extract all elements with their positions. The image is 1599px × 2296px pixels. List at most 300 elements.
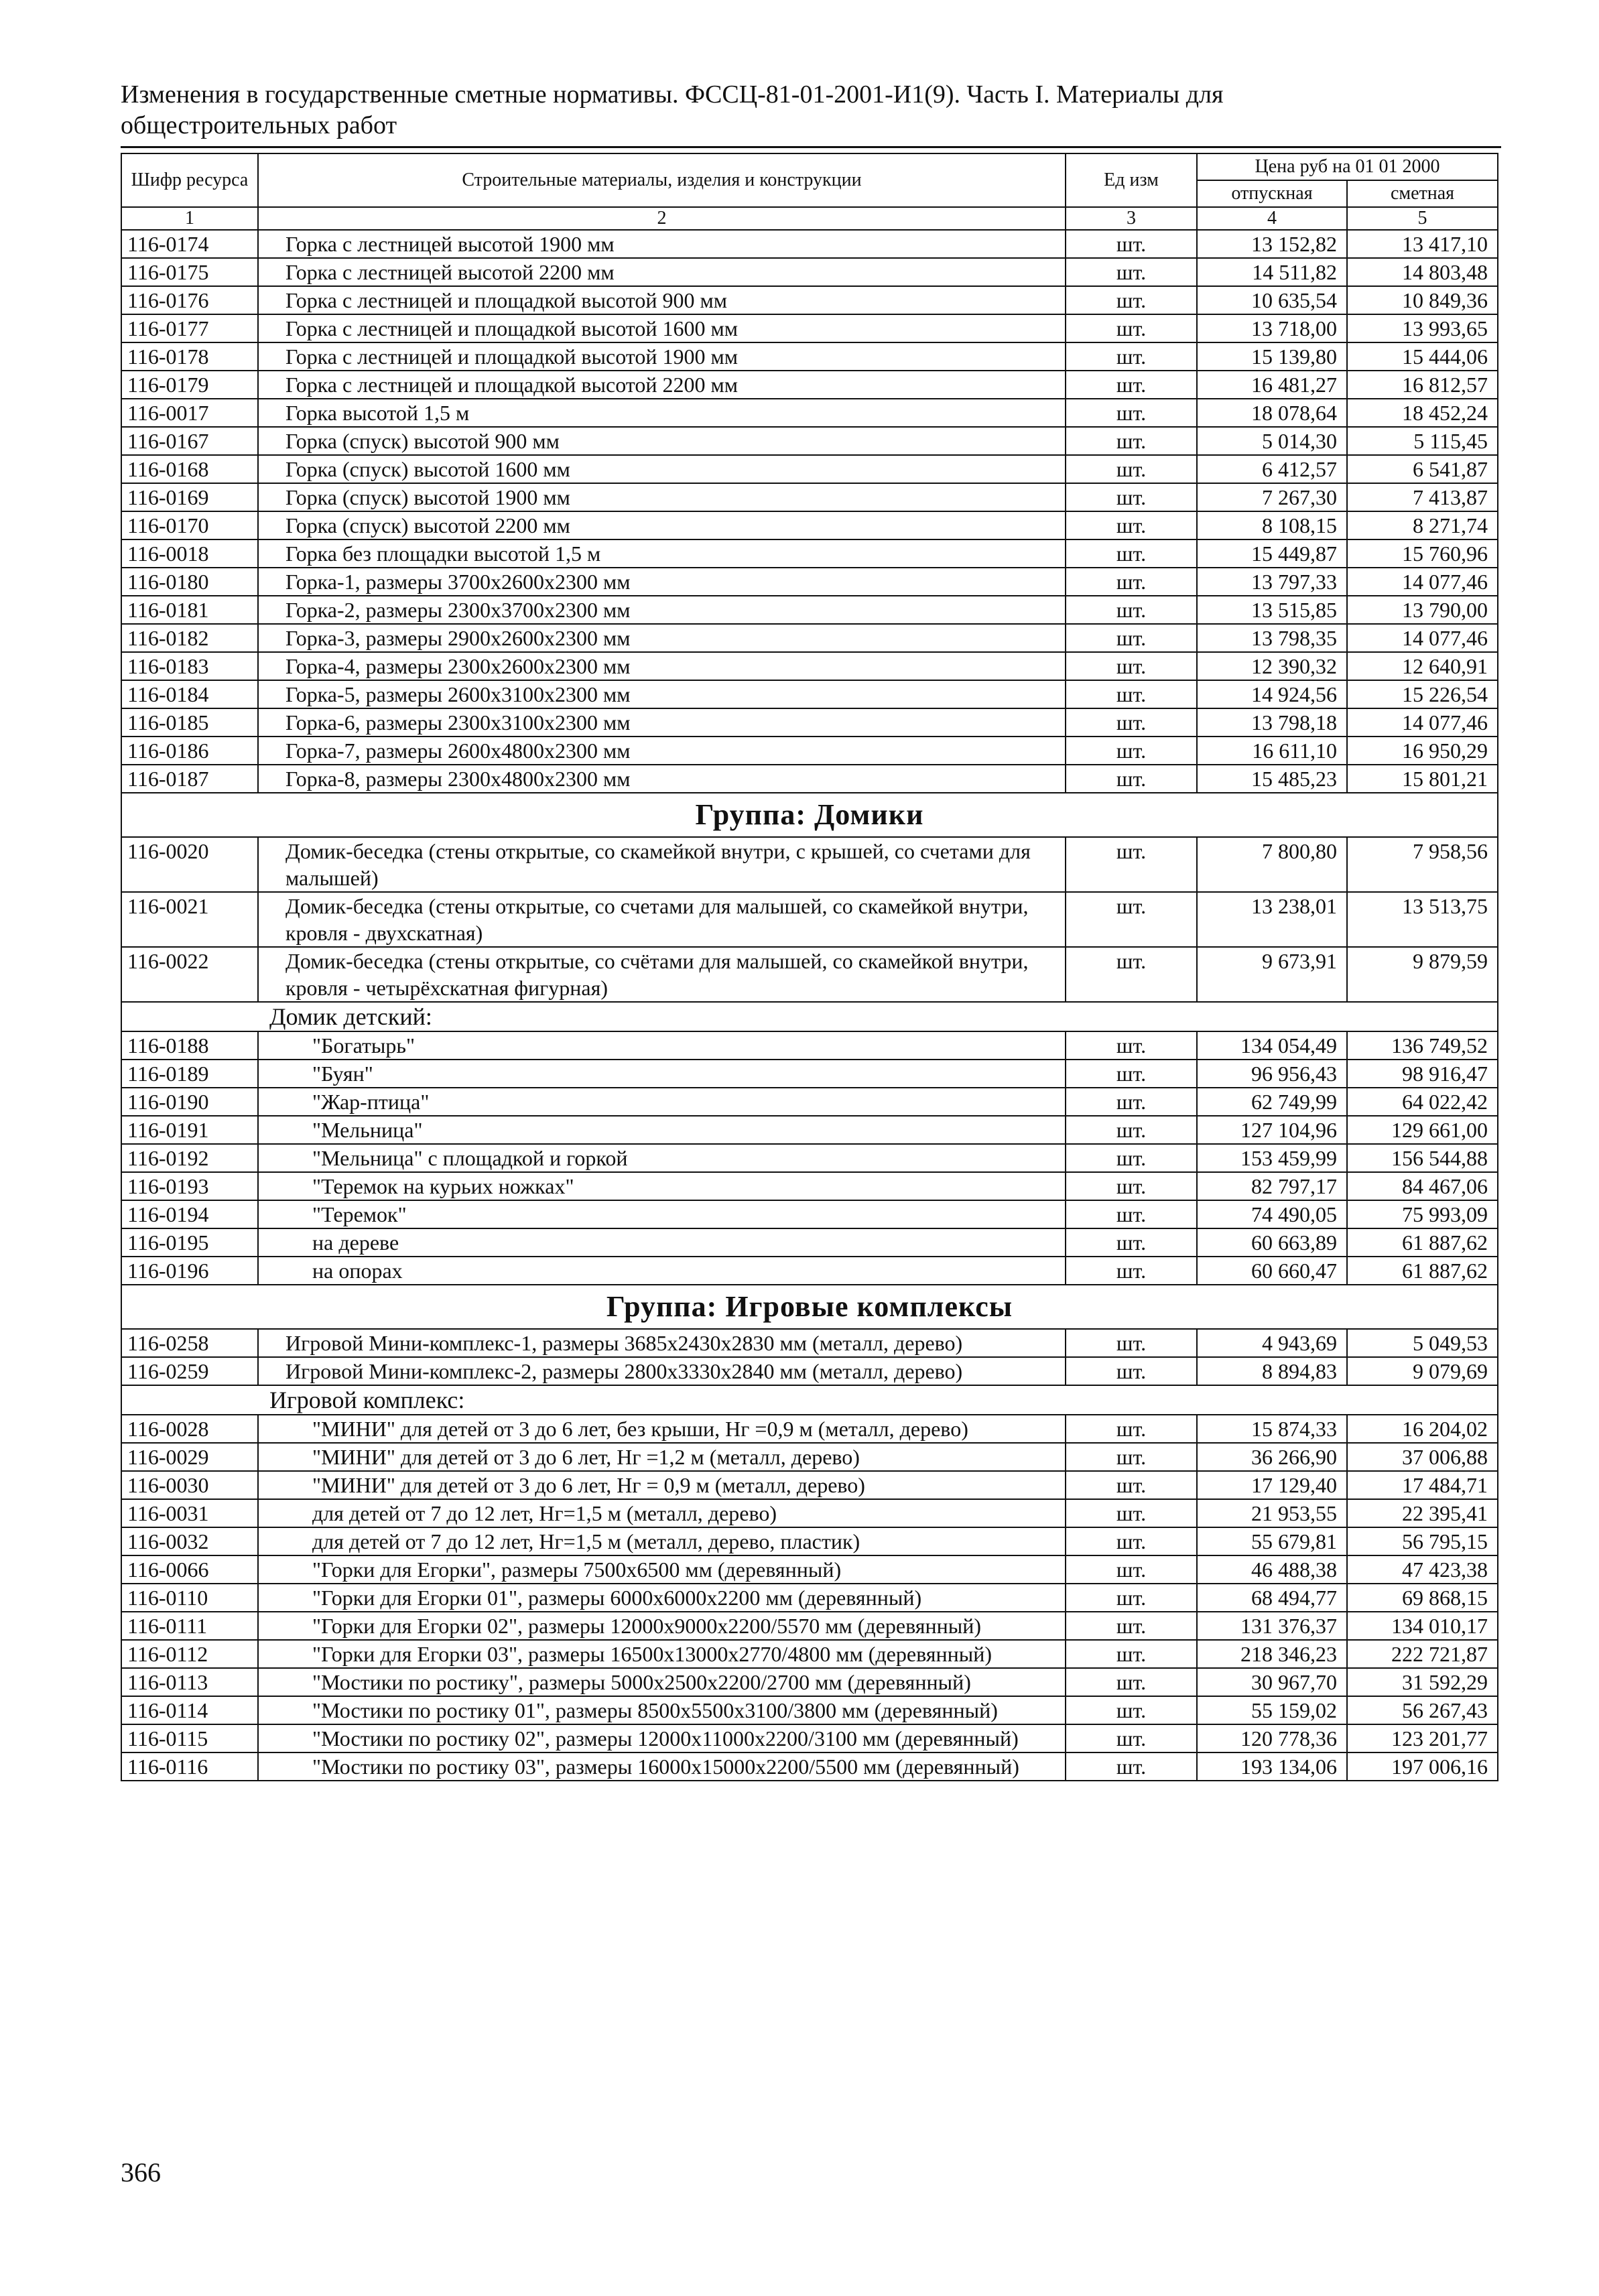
release-price-cell: 8 108,15 xyxy=(1197,511,1347,539)
unit-cell: шт. xyxy=(1066,427,1197,455)
resource-code-cell: 116-0170 xyxy=(121,511,258,539)
unit-cell: шт. xyxy=(1066,1060,1197,1088)
estimate-price-cell: 15 444,06 xyxy=(1347,342,1498,371)
material-name-cell: Горка-1, размеры 3700х2600х2300 мм xyxy=(258,568,1066,596)
release-price-cell: 82 797,17 xyxy=(1197,1172,1347,1200)
table-row xyxy=(121,1584,1498,1612)
material-name-cell: Горка (спуск) высотой 1600 мм xyxy=(258,455,1066,483)
table-section-kids-houses xyxy=(121,1031,1498,1285)
resource-code-cell: 116-0186 xyxy=(121,737,258,765)
table-row xyxy=(121,1555,1498,1584)
estimate-price-cell: 14 803,48 xyxy=(1347,258,1498,286)
table-row xyxy=(121,427,1498,455)
estimate-price-cell: 222 721,87 xyxy=(1347,1640,1498,1668)
estimate-price-cell: 5 115,45 xyxy=(1347,427,1498,455)
unit-cell: шт. xyxy=(1066,1116,1197,1144)
material-name-cell: Горка с лестницей и площадкой высотой 2200 мм xyxy=(258,371,1066,399)
table-row xyxy=(121,596,1498,624)
unit-cell: шт. xyxy=(1066,1584,1197,1612)
estimate-price-cell: 7 958,56 xyxy=(1347,837,1498,892)
resource-code-cell: 116-0176 xyxy=(121,286,258,314)
table-row xyxy=(121,342,1498,371)
table-row xyxy=(121,652,1498,680)
release-price-cell: 13 718,00 xyxy=(1197,314,1347,342)
material-name-cell: "Мостики по ростику 02", размеры 12000х11000х2200/3100 мм (деревянный) xyxy=(258,1724,1066,1752)
release-price-cell: 131 376,37 xyxy=(1197,1612,1347,1640)
resource-code-cell: 116-0189 xyxy=(121,1060,258,1088)
table-row xyxy=(121,455,1498,483)
col-number: 4 xyxy=(1197,207,1347,230)
resource-code-cell: 116-0194 xyxy=(121,1200,258,1228)
unit-cell: шт. xyxy=(1066,947,1197,1002)
unit-cell: шт. xyxy=(1066,1471,1197,1499)
table-row xyxy=(121,1257,1498,1285)
release-price-cell: 14 924,56 xyxy=(1197,680,1347,708)
col-header-estimate-price: сметная xyxy=(1347,180,1498,207)
table-row xyxy=(121,1499,1498,1527)
page-header xyxy=(121,79,1501,141)
estimate-price-cell: 123 201,77 xyxy=(1347,1724,1498,1752)
col-header-unit: Ед изм xyxy=(1066,153,1197,207)
unit-cell: шт. xyxy=(1066,539,1197,568)
material-name-cell: Горка с лестницей высотой 2200 мм xyxy=(258,258,1066,286)
header-rule xyxy=(121,146,1501,148)
subheading-game-complex: Игровой комплекс: xyxy=(121,1385,1498,1415)
resource-code-cell: 116-0021 xyxy=(121,892,258,947)
table-row xyxy=(121,892,1498,947)
col-header-release-price: отпускная xyxy=(1197,180,1347,207)
release-price-cell: 14 511,82 xyxy=(1197,258,1347,286)
table-row xyxy=(121,1612,1498,1640)
estimate-price-cell: 136 749,52 xyxy=(1347,1031,1498,1060)
material-name-cell: "Горки для Егорки", размеры 7500х6500 мм (деревянный) xyxy=(258,1555,1066,1584)
release-price-cell: 120 778,36 xyxy=(1197,1724,1347,1752)
release-price-cell: 74 490,05 xyxy=(1197,1200,1347,1228)
table-row xyxy=(121,314,1498,342)
table-row xyxy=(121,837,1498,892)
table-row xyxy=(121,371,1498,399)
unit-cell: шт. xyxy=(1066,1088,1197,1116)
resource-code-cell: 116-0168 xyxy=(121,455,258,483)
material-name-cell: для детей от 7 до 12 лет, Нг=1,5 м (металл, дерево, пластик) xyxy=(258,1527,1066,1555)
unit-cell: шт. xyxy=(1066,511,1197,539)
unit-cell: шт. xyxy=(1066,258,1197,286)
estimate-price-cell: 69 868,15 xyxy=(1347,1584,1498,1612)
table-section-mini-complexes xyxy=(121,1329,1498,1385)
unit-cell: шт. xyxy=(1066,455,1197,483)
table-row xyxy=(121,1415,1498,1443)
resource-code-cell: 116-0174 xyxy=(121,230,258,258)
resource-code-cell: 116-0188 xyxy=(121,1031,258,1060)
material-name-cell: "Горки для Егорки 02", размеры 12000х9000х2200/5570 мм (деревянный) xyxy=(258,1612,1066,1640)
table-row xyxy=(121,1329,1498,1357)
table-row xyxy=(121,1527,1498,1555)
release-price-cell: 17 129,40 xyxy=(1197,1471,1347,1499)
estimate-price-cell: 5 049,53 xyxy=(1347,1329,1498,1357)
subheading-kids-house: Домик детский: xyxy=(121,1002,1498,1031)
unit-cell: шт. xyxy=(1066,1200,1197,1228)
estimate-price-cell: 15 801,21 xyxy=(1347,765,1498,793)
table-row xyxy=(121,258,1498,286)
table-row xyxy=(121,483,1498,511)
release-price-cell: 8 894,83 xyxy=(1197,1357,1347,1385)
resource-code-cell: 116-0022 xyxy=(121,947,258,1002)
col-number: 3 xyxy=(1066,207,1197,230)
estimate-price-cell: 197 006,16 xyxy=(1347,1752,1498,1781)
unit-cell: шт. xyxy=(1066,1612,1197,1640)
resource-code-cell: 116-0115 xyxy=(121,1724,258,1752)
material-name-cell: "Горки для Егорки 01", размеры 6000х6000х2200 мм (деревянный) xyxy=(258,1584,1066,1612)
estimate-price-cell: 75 993,09 xyxy=(1347,1200,1498,1228)
resource-code-cell: 116-0111 xyxy=(121,1612,258,1640)
release-price-cell: 13 152,82 xyxy=(1197,230,1347,258)
table-row xyxy=(121,286,1498,314)
release-price-cell: 13 238,01 xyxy=(1197,892,1347,947)
resource-code-cell: 116-0175 xyxy=(121,258,258,286)
table-row xyxy=(121,624,1498,652)
unit-cell: шт. xyxy=(1066,765,1197,793)
estimate-price-cell: 9 079,69 xyxy=(1347,1357,1498,1385)
unit-cell: шт. xyxy=(1066,1668,1197,1696)
material-name-cell: "Горки для Егорки 03", размеры 16500х13000х2770/4800 мм (деревянный) xyxy=(258,1640,1066,1668)
resource-code-cell: 116-0114 xyxy=(121,1696,258,1724)
resource-code-cell: 116-0112 xyxy=(121,1640,258,1668)
unit-cell: шт. xyxy=(1066,314,1197,342)
table-row xyxy=(121,680,1498,708)
material-name-cell: "Богатырь" xyxy=(258,1031,1066,1060)
resource-code-cell: 116-0185 xyxy=(121,708,258,737)
material-name-cell: Горка-3, размеры 2900х2600х2300 мм xyxy=(258,624,1066,652)
release-price-cell: 60 663,89 xyxy=(1197,1228,1347,1257)
material-name-cell: Игровой Мини-комплекс-1, размеры 3685х2430х2830 мм (металл, дерево) xyxy=(258,1329,1066,1357)
unit-cell: шт. xyxy=(1066,1329,1197,1357)
release-price-cell: 16 481,27 xyxy=(1197,371,1347,399)
resource-code-cell: 116-0178 xyxy=(121,342,258,371)
group-heading-game-complexes: Группа: Игровые комплексы xyxy=(121,1285,1498,1329)
unit-cell: шт. xyxy=(1066,371,1197,399)
estimate-price-cell: 98 916,47 xyxy=(1347,1060,1498,1088)
estimate-price-cell: 16 812,57 xyxy=(1347,371,1498,399)
unit-cell: шт. xyxy=(1066,892,1197,947)
estimate-price-cell: 16 204,02 xyxy=(1347,1415,1498,1443)
unit-cell: шт. xyxy=(1066,680,1197,708)
unit-cell: шт. xyxy=(1066,483,1197,511)
release-price-cell: 13 515,85 xyxy=(1197,596,1347,624)
resource-code-cell: 116-0195 xyxy=(121,1228,258,1257)
release-price-cell: 10 635,54 xyxy=(1197,286,1347,314)
table-row xyxy=(121,1640,1498,1668)
estimate-price-cell: 18 452,24 xyxy=(1347,399,1498,427)
table-row xyxy=(121,1172,1498,1200)
material-name-cell: "Жар-птица" xyxy=(258,1088,1066,1116)
estimate-price-cell: 56 267,43 xyxy=(1347,1696,1498,1724)
material-name-cell: Домик-беседка (стены открытые, со счетами для малышей, со скамейкой внутри, кровля - двухскатная) xyxy=(258,892,1066,947)
table-row xyxy=(121,230,1498,258)
release-price-cell: 15 139,80 xyxy=(1197,342,1347,371)
resource-code-cell: 116-0017 xyxy=(121,399,258,427)
page-number: 366 xyxy=(121,2157,161,2187)
resource-code-cell: 116-0030 xyxy=(121,1471,258,1499)
estimate-price-cell: 56 795,15 xyxy=(1347,1527,1498,1555)
material-name-cell: Горка (спуск) высотой 1900 мм xyxy=(258,483,1066,511)
estimate-price-cell: 129 661,00 xyxy=(1347,1116,1498,1144)
unit-cell: шт. xyxy=(1066,624,1197,652)
estimate-price-cell: 31 592,29 xyxy=(1347,1668,1498,1696)
estimate-price-cell: 61 887,62 xyxy=(1347,1228,1498,1257)
table-row xyxy=(121,511,1498,539)
release-price-cell: 13 797,33 xyxy=(1197,568,1347,596)
resource-code-cell: 116-0192 xyxy=(121,1144,258,1172)
col-header-name: Строительные материалы, изделия и конструкции xyxy=(258,153,1066,207)
resource-code-cell: 116-0191 xyxy=(121,1116,258,1144)
estimate-price-cell: 17 484,71 xyxy=(1347,1471,1498,1499)
material-name-cell: Горка-8, размеры 2300х4800х2300 мм xyxy=(258,765,1066,793)
release-price-cell: 15 449,87 xyxy=(1197,539,1347,568)
resource-code-cell: 116-0018 xyxy=(121,539,258,568)
unit-cell: шт. xyxy=(1066,1357,1197,1385)
material-name-cell: Горка-4, размеры 2300х2600х2300 мм xyxy=(258,652,1066,680)
resource-code-cell: 116-0110 xyxy=(121,1584,258,1612)
material-name-cell: на дереве xyxy=(258,1228,1066,1257)
estimate-price-cell: 14 077,46 xyxy=(1347,708,1498,737)
unit-cell: шт. xyxy=(1066,596,1197,624)
unit-cell: шт. xyxy=(1066,568,1197,596)
unit-cell: шт. xyxy=(1066,652,1197,680)
table-row xyxy=(121,1060,1498,1088)
release-price-cell: 15 485,23 xyxy=(1197,765,1347,793)
estimate-price-cell: 13 993,65 xyxy=(1347,314,1498,342)
resource-code-cell: 116-0066 xyxy=(121,1555,258,1584)
release-price-cell: 62 749,99 xyxy=(1197,1088,1347,1116)
material-name-cell: Горка-7, размеры 2600х4800х2300 мм xyxy=(258,737,1066,765)
release-price-cell: 55 679,81 xyxy=(1197,1527,1347,1555)
resource-code-cell: 116-0020 xyxy=(121,837,258,892)
material-name-cell: Горка-5, размеры 2600х3100х2300 мм xyxy=(258,680,1066,708)
material-name-cell: "Мостики по ростику 01", размеры 8500х5500х3100/3800 мм (деревянный) xyxy=(258,1696,1066,1724)
estimate-price-cell: 14 077,46 xyxy=(1347,624,1498,652)
estimate-price-cell: 8 271,74 xyxy=(1347,511,1498,539)
unit-cell: шт. xyxy=(1066,342,1197,371)
header-line-2: общестроительных работ xyxy=(121,111,397,139)
estimate-price-cell: 134 010,17 xyxy=(1347,1612,1498,1640)
material-name-cell: Горка без площадки высотой 1,5 м xyxy=(258,539,1066,568)
unit-cell: шт. xyxy=(1066,837,1197,892)
estimate-price-cell: 15 226,54 xyxy=(1347,680,1498,708)
release-price-cell: 4 943,69 xyxy=(1197,1329,1347,1357)
material-name-cell: "МИНИ" для детей от 3 до 6 лет, Нг =1,2 м (металл, дерево) xyxy=(258,1443,1066,1471)
unit-cell: шт. xyxy=(1066,1527,1197,1555)
estimate-price-cell: 14 077,46 xyxy=(1347,568,1498,596)
material-name-cell: Домик-беседка (стены открытые, со скамейкой внутри, с крышей, со счетами для малышей) xyxy=(258,837,1066,892)
group-heading-houses: Группа: Домики xyxy=(121,793,1498,837)
resource-code-cell: 116-0177 xyxy=(121,314,258,342)
table-row xyxy=(121,1668,1498,1696)
unit-cell: шт. xyxy=(1066,230,1197,258)
table-row xyxy=(121,1088,1498,1116)
release-price-cell: 5 014,30 xyxy=(1197,427,1347,455)
material-name-cell: "Теремок" xyxy=(258,1200,1066,1228)
resource-code-cell: 116-0196 xyxy=(121,1257,258,1285)
release-price-cell: 68 494,77 xyxy=(1197,1584,1347,1612)
unit-cell: шт. xyxy=(1066,1228,1197,1257)
estimate-price-cell: 15 760,96 xyxy=(1347,539,1498,568)
estimate-price-cell: 16 950,29 xyxy=(1347,737,1498,765)
table-row xyxy=(121,1724,1498,1752)
material-name-cell: Горка высотой 1,5 м xyxy=(258,399,1066,427)
unit-cell: шт. xyxy=(1066,399,1197,427)
resource-code-cell: 116-0029 xyxy=(121,1443,258,1471)
unit-cell: шт. xyxy=(1066,1415,1197,1443)
table-row xyxy=(121,568,1498,596)
release-price-cell: 218 346,23 xyxy=(1197,1640,1347,1668)
unit-cell: шт. xyxy=(1066,1144,1197,1172)
resource-code-cell: 116-0183 xyxy=(121,652,258,680)
material-name-cell: "Буян" xyxy=(258,1060,1066,1088)
unit-cell: шт. xyxy=(1066,1752,1197,1781)
release-price-cell: 46 488,38 xyxy=(1197,1555,1347,1584)
material-name-cell: Горка-6, размеры 2300х3100х2300 мм xyxy=(258,708,1066,737)
release-price-cell: 7 800,80 xyxy=(1197,837,1347,892)
col-number: 5 xyxy=(1347,207,1498,230)
resource-code-cell: 116-0179 xyxy=(121,371,258,399)
release-price-cell: 21 953,55 xyxy=(1197,1499,1347,1527)
estimate-price-cell: 13 513,75 xyxy=(1347,892,1498,947)
col-header-code: Шифр ресурса xyxy=(121,153,258,207)
col-header-price: Цена руб на 01 01 2000 xyxy=(1197,153,1498,180)
table-row xyxy=(121,1443,1498,1471)
table-row xyxy=(121,399,1498,427)
material-name-cell: Горка с лестницей и площадкой высотой 900 мм xyxy=(258,286,1066,314)
release-price-cell: 15 874,33 xyxy=(1197,1415,1347,1443)
table-row xyxy=(121,539,1498,568)
release-price-cell: 16 611,10 xyxy=(1197,737,1347,765)
release-price-cell: 30 967,70 xyxy=(1197,1668,1347,1696)
resource-code-cell: 116-0031 xyxy=(121,1499,258,1527)
unit-cell: шт. xyxy=(1066,1443,1197,1471)
table-section-gazebos xyxy=(121,837,1498,1002)
resource-code-cell: 116-0258 xyxy=(121,1329,258,1357)
material-name-cell: Горка с лестницей и площадкой высотой 1900 мм xyxy=(258,342,1066,371)
table-row xyxy=(121,765,1498,793)
material-name-cell: Горка (спуск) высотой 900 мм xyxy=(258,427,1066,455)
header-line-1: Изменения в государственные сметные нормативы. ФССЦ-81-01-2001-И1(9). Часть I. Материалы для xyxy=(121,80,1224,109)
table-row xyxy=(121,1116,1498,1144)
material-name-cell: Домик-беседка (стены открытые, со счётами для малышей, со скамейкой внутри, кровля - четырёхскатная фигурная) xyxy=(258,947,1066,1002)
unit-cell: шт. xyxy=(1066,737,1197,765)
resource-code-cell: 116-0181 xyxy=(121,596,258,624)
estimate-price-cell: 22 395,41 xyxy=(1347,1499,1498,1527)
unit-cell: шт. xyxy=(1066,1499,1197,1527)
resource-code-cell: 116-0032 xyxy=(121,1527,258,1555)
resource-code-cell: 116-0259 xyxy=(121,1357,258,1385)
estimate-price-cell: 10 849,36 xyxy=(1347,286,1498,314)
material-name-cell: "МИНИ" для детей от 3 до 6 лет, Нг = 0,9 м (металл, дерево) xyxy=(258,1471,1066,1499)
resource-code-cell: 116-0028 xyxy=(121,1415,258,1443)
material-name-cell: на опорах xyxy=(258,1257,1066,1285)
estimate-price-cell: 156 544,88 xyxy=(1347,1144,1498,1172)
unit-cell: шт. xyxy=(1066,1031,1197,1060)
unit-cell: шт. xyxy=(1066,708,1197,737)
resource-code-cell: 116-0193 xyxy=(121,1172,258,1200)
material-name-cell: Горка-2, размеры 2300х3700х2300 мм xyxy=(258,596,1066,624)
col-number: 1 xyxy=(121,207,258,230)
table-row xyxy=(121,1696,1498,1724)
resource-code-cell: 116-0113 xyxy=(121,1668,258,1696)
estimate-price-cell: 9 879,59 xyxy=(1347,947,1498,1002)
material-name-cell: Горка с лестницей и площадкой высотой 1600 мм xyxy=(258,314,1066,342)
unit-cell: шт. xyxy=(1066,1257,1197,1285)
table-row xyxy=(121,1031,1498,1060)
release-price-cell: 13 798,35 xyxy=(1197,624,1347,652)
release-price-cell: 18 078,64 xyxy=(1197,399,1347,427)
resource-code-cell: 116-0190 xyxy=(121,1088,258,1116)
material-name-cell: Игровой Мини-комплекс-2, размеры 2800х3330х2840 мм (металл, дерево) xyxy=(258,1357,1066,1385)
material-name-cell: "Теремок на курьих ножках" xyxy=(258,1172,1066,1200)
release-price-cell: 6 412,57 xyxy=(1197,455,1347,483)
table-row xyxy=(121,1357,1498,1385)
unit-cell: шт. xyxy=(1066,1172,1197,1200)
estimate-price-cell: 6 541,87 xyxy=(1347,455,1498,483)
table-row xyxy=(121,947,1498,1002)
unit-cell: шт. xyxy=(1066,1696,1197,1724)
estimate-price-cell: 13 417,10 xyxy=(1347,230,1498,258)
estimate-price-cell: 64 022,42 xyxy=(1347,1088,1498,1116)
estimate-price-cell: 13 790,00 xyxy=(1347,596,1498,624)
resource-code-cell: 116-0182 xyxy=(121,624,258,652)
resource-code-cell: 116-0169 xyxy=(121,483,258,511)
release-price-cell: 7 267,30 xyxy=(1197,483,1347,511)
release-price-cell: 193 134,06 xyxy=(1197,1752,1347,1781)
table-row xyxy=(121,708,1498,737)
material-name-cell: "Мостики по ростику 03", размеры 16000х15000х2200/5500 мм (деревянный) xyxy=(258,1752,1066,1781)
table-row xyxy=(121,1471,1498,1499)
resource-code-cell: 116-0180 xyxy=(121,568,258,596)
table-row xyxy=(121,737,1498,765)
material-name-cell: "МИНИ" для детей от 3 до 6 лет, без крыши, Нг =0,9 м (металл, дерево) xyxy=(258,1415,1066,1443)
unit-cell: шт. xyxy=(1066,1555,1197,1584)
table-row xyxy=(121,1144,1498,1172)
unit-cell: шт. xyxy=(1066,286,1197,314)
estimate-price-cell: 61 887,62 xyxy=(1347,1257,1498,1285)
release-price-cell: 134 054,49 xyxy=(1197,1031,1347,1060)
release-price-cell: 153 459,99 xyxy=(1197,1144,1347,1172)
material-name-cell: для детей от 7 до 12 лет, Нг=1,5 м (металл, дерево) xyxy=(258,1499,1066,1527)
table-section-slides xyxy=(121,230,1498,793)
resource-code-cell: 116-0184 xyxy=(121,680,258,708)
release-price-cell: 36 266,90 xyxy=(1197,1443,1347,1471)
resource-code-cell: 116-0187 xyxy=(121,765,258,793)
material-name-cell: Горка с лестницей высотой 1900 мм xyxy=(258,230,1066,258)
table-row xyxy=(121,1752,1498,1781)
resource-code-cell: 116-0116 xyxy=(121,1752,258,1781)
estimate-price-cell: 12 640,91 xyxy=(1347,652,1498,680)
release-price-cell: 96 956,43 xyxy=(1197,1060,1347,1088)
table-row xyxy=(121,1200,1498,1228)
material-name-cell: "Мостики по ростику", размеры 5000х2500х2200/2700 мм (деревянный) xyxy=(258,1668,1066,1696)
release-price-cell: 13 798,18 xyxy=(1197,708,1347,737)
material-name-cell: "Мельница" xyxy=(258,1116,1066,1144)
estimate-price-cell: 84 467,06 xyxy=(1347,1172,1498,1200)
material-name-cell: Горка (спуск) высотой 2200 мм xyxy=(258,511,1066,539)
resource-code-cell: 116-0167 xyxy=(121,427,258,455)
release-price-cell: 60 660,47 xyxy=(1197,1257,1347,1285)
estimate-price-cell: 37 006,88 xyxy=(1347,1443,1498,1471)
col-number: 2 xyxy=(258,207,1066,230)
release-price-cell: 9 673,91 xyxy=(1197,947,1347,1002)
estimate-price-cell: 47 423,38 xyxy=(1347,1555,1498,1584)
release-price-cell: 127 104,96 xyxy=(1197,1116,1347,1144)
unit-cell: шт. xyxy=(1066,1640,1197,1668)
